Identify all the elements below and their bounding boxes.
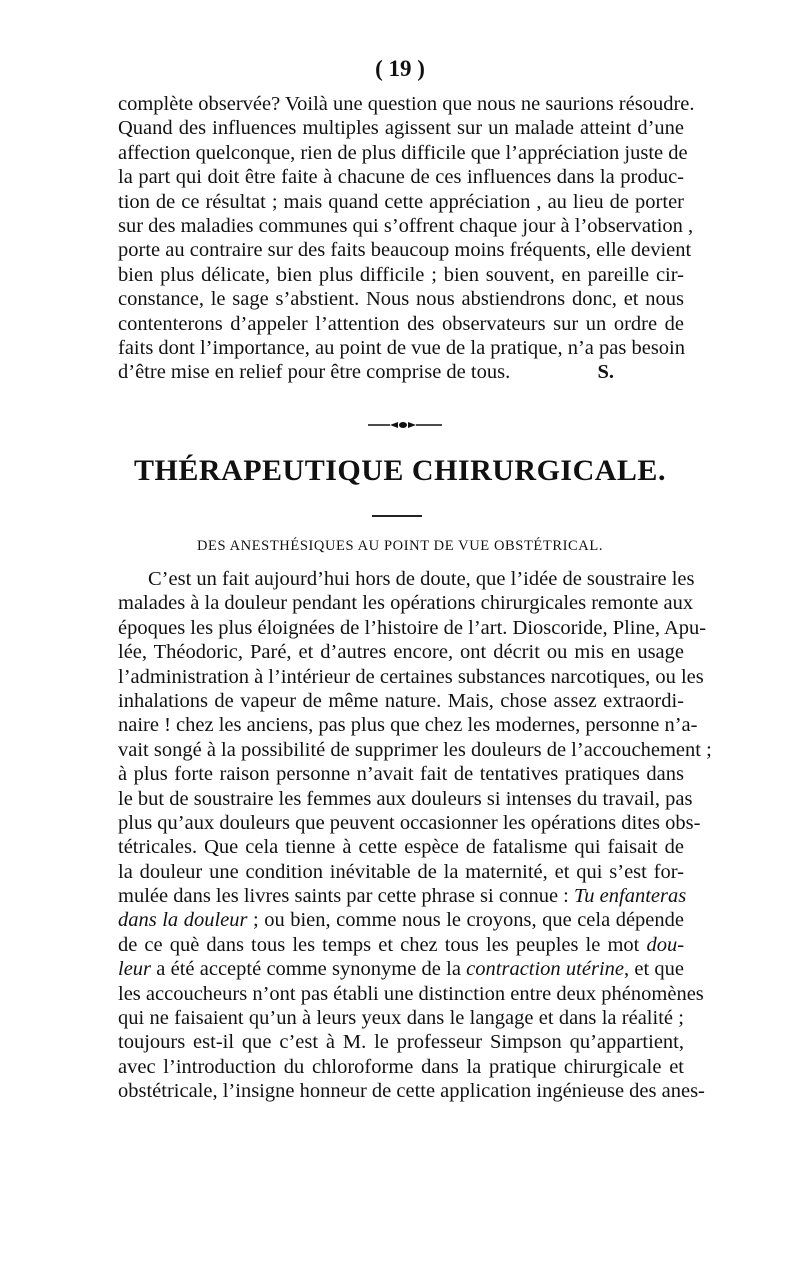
text-line: la douleur une condition inévitable de la maternité, et qui s’est for- xyxy=(118,860,684,883)
italic-word: leur xyxy=(118,958,152,981)
text-line: bien plus délicate, bien plus difficile ; bien souvent, en pareille cir- xyxy=(118,263,684,286)
text-line: la part qui doit être faite à chacune de ces influences dans la produc- xyxy=(118,166,684,189)
text-line: obstétricale, l’insigne honneur de cette application ingénieuse des anes- xyxy=(118,1080,705,1103)
text-line: tétricales. Que cela tienne à cette espèce de fatalisme qui faisait de xyxy=(118,836,684,859)
text-line: complète observée? Voilà une question que nous ne saurions résoudre. xyxy=(118,93,695,115)
text-line: porte au contraire sur des faits beaucoup moins fréquents, elle devient xyxy=(118,239,692,262)
text-line: faits dont l’importance, au point de vue de la pratique, n’a pas besoin xyxy=(118,336,685,359)
text-line: vait songé à la possibilité de supprimer les douleurs de l’accouchement ; xyxy=(118,738,712,761)
text-line: sur des maladies communes qui s’offrent chaque jour à l’observation , xyxy=(118,214,694,237)
text-line xyxy=(118,957,684,981)
text-line: inhalations de vapeur de même nature. Mais, chose assez extraordi- xyxy=(118,689,684,712)
text-line: plus qu’aux douleurs que peuvent occasionner les opérations dites obs- xyxy=(118,811,701,834)
text-segment: de ce què dans tous les temps et chez tous les peuples le mot xyxy=(118,933,640,956)
text-line-with-signature xyxy=(118,360,684,384)
text-line: C’est un fait aujourd’hui hors de doute, que l’idée de soustraire les xyxy=(148,568,695,590)
page-number: ( 19 ) xyxy=(375,56,425,81)
article-paragraph xyxy=(118,567,712,1104)
text-line: les accoucheurs n’ont pas établi une distinction entre deux phénomènes xyxy=(118,982,704,1005)
text-line: d’être mise en relief pour être comprise de tous. xyxy=(118,361,511,384)
text-line: tion de ce résultat ; mais quand cette appréciation , au lieu de porter xyxy=(118,190,684,213)
text-line: l’administration à l’intérieur de certaines substances narcotiques, ou les xyxy=(118,665,704,688)
text-segment: mulée dans les livres saints par cette phrase si connue : xyxy=(118,885,569,908)
intro-paragraph xyxy=(118,92,695,385)
divider-rule xyxy=(372,515,422,517)
text-line: Quand des influences multiples agissent sur un malade atteint d’une xyxy=(118,117,684,140)
text-segment: ; ou bien, comme nous le croyons, que cela dépende xyxy=(247,909,684,932)
text-line xyxy=(118,933,684,957)
italic-word: dou- xyxy=(646,933,685,956)
section-ornament xyxy=(368,420,442,430)
text-line xyxy=(118,884,687,908)
text-line: constance, le sage s’abstient. Nous nous abstiendrons donc, et nous xyxy=(118,288,684,311)
text-line: toujours est-il que c’est à M. le professeur Simpson qu’appartient, xyxy=(118,1031,684,1054)
section-title: THÉRAPEUTIQUE CHIRURGICALE. xyxy=(134,454,666,487)
text-line: affection quelconque, rien de plus difficile que l’appréciation juste de xyxy=(118,141,688,164)
text-line: à plus forte raison personne n’avait fait de tentatives pratiques dans xyxy=(118,763,684,786)
article-subtitle: DES ANESTHÉSIQUES AU POINT DE VUE OBSTÉTRICAL. xyxy=(196,538,604,554)
text-line: naire ! chez les anciens, pas plus que chez les modernes, personne n’a- xyxy=(118,714,698,737)
text-segment: a été accepté comme synonyme de la xyxy=(156,958,461,981)
text-line: avec l’introduction du chloroforme dans la pratique chirurgicale et xyxy=(118,1055,684,1078)
text-line xyxy=(118,908,684,932)
italic-quote: dans la douleur xyxy=(118,909,248,932)
text-line: le but de soustraire les femmes aux douleurs si intenses du travail, pas xyxy=(118,787,693,810)
text-line: époques les plus éloignées de l’histoire de l’art. Dioscoride, Pline, Apu- xyxy=(118,616,707,639)
text-segment: , et que xyxy=(624,958,685,981)
text-line: qui ne faisaient qu’un à leurs yeux dans le langage et dans la réalité ; xyxy=(118,1007,684,1030)
italic-phrase: contraction utérine xyxy=(466,958,624,981)
text-line: malades à la douleur pendant les opérations chirurgicales remonte aux xyxy=(118,592,694,615)
italic-quote: Tu enfanteras xyxy=(574,885,687,908)
text-line: lée, Théodoric, Paré, et d’autres encore, ont décrit ou mis en usage xyxy=(118,641,684,664)
text-line: contenterons d’appeler l’attention des observateurs sur un ordre de xyxy=(118,312,684,335)
signature: S. xyxy=(597,361,614,384)
